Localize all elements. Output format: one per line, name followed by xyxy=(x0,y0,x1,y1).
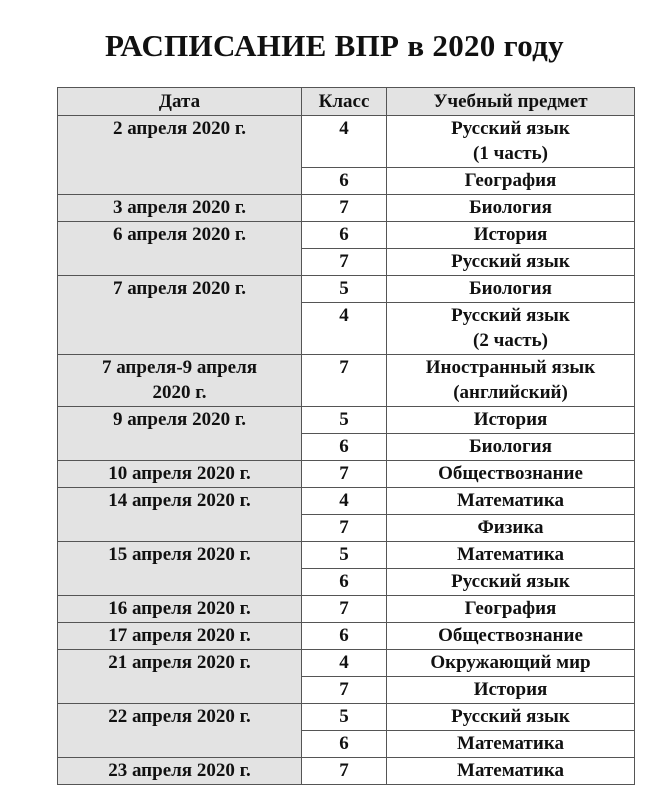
class-cell xyxy=(302,355,387,407)
subject-name: Обществознание xyxy=(438,463,583,484)
subject-name: Русский язык xyxy=(451,571,570,592)
table-row xyxy=(58,650,635,677)
date-cell xyxy=(58,596,302,623)
class-cell xyxy=(302,249,387,276)
class-cell xyxy=(302,650,387,677)
subject-cell xyxy=(387,355,635,407)
date-cell xyxy=(58,355,302,407)
class-number: 6 xyxy=(339,224,349,245)
class-number: 7 xyxy=(339,598,349,619)
subject-name: История xyxy=(473,409,548,430)
subject-name: Математика xyxy=(457,733,564,754)
class-number: 5 xyxy=(339,409,349,430)
table-row xyxy=(58,758,635,785)
schedule-body xyxy=(58,116,635,785)
class-number: 5 xyxy=(339,278,349,299)
class-cell xyxy=(302,461,387,488)
subject-name: Русский язык (2 часть) xyxy=(451,305,570,351)
class-cell xyxy=(302,596,387,623)
subject-cell xyxy=(387,677,635,704)
class-cell xyxy=(302,515,387,542)
schedule-table xyxy=(57,87,635,785)
subject-cell xyxy=(387,488,635,515)
date-text: 7 апреля 2020 г. xyxy=(112,278,247,299)
table-row xyxy=(58,704,635,731)
class-cell xyxy=(302,542,387,569)
subject-name: Русский язык xyxy=(451,251,570,272)
subject-name: География xyxy=(464,598,557,619)
subject-name: Математика xyxy=(457,490,564,511)
subject-name: География xyxy=(464,170,557,191)
subject-cell xyxy=(387,303,635,355)
subject-cell xyxy=(387,116,635,168)
subject-cell xyxy=(387,569,635,596)
subject-cell xyxy=(387,195,635,222)
class-number: 6 xyxy=(339,625,349,646)
class-number: 7 xyxy=(339,357,349,378)
date-text: 15 апреля 2020 г. xyxy=(108,544,251,565)
date-cell xyxy=(58,488,302,542)
subject-name: История xyxy=(473,224,548,245)
subject-cell xyxy=(387,276,635,303)
date-text: 17 апреля 2020 г. xyxy=(108,625,251,646)
table-row xyxy=(58,195,635,222)
class-cell xyxy=(302,116,387,168)
subject-name: Русский язык xyxy=(451,706,570,727)
date-text: 10 апреля 2020 г. xyxy=(108,463,251,484)
subject-name: Физика xyxy=(477,517,544,538)
table-row xyxy=(58,596,635,623)
date-text: 3 апреля 2020 г. xyxy=(112,197,247,218)
date-cell xyxy=(58,195,302,222)
date-cell xyxy=(58,623,302,650)
subject-name: Иностранный язык (английский) xyxy=(425,357,596,403)
class-number: 6 xyxy=(339,733,349,754)
subject-cell xyxy=(387,434,635,461)
class-cell xyxy=(302,407,387,434)
class-number: 5 xyxy=(339,544,349,565)
page-title: РАСПИСАНИЕ ВПР в 2020 году xyxy=(105,28,564,63)
class-number: 7 xyxy=(339,760,349,781)
subject-name: Математика xyxy=(457,760,564,781)
subject-cell xyxy=(387,731,635,758)
date-text: 21 апреля 2020 г. xyxy=(108,652,251,673)
subject-name: Математика xyxy=(457,544,564,565)
class-cell xyxy=(302,488,387,515)
subject-cell xyxy=(387,758,635,785)
date-cell xyxy=(58,758,302,785)
date-cell xyxy=(58,650,302,704)
class-number: 4 xyxy=(339,490,349,511)
subject-name: Биология xyxy=(469,436,552,457)
date-text: 22 апреля 2020 г. xyxy=(108,706,251,727)
header-class: Класс xyxy=(302,88,387,116)
class-number: 4 xyxy=(339,305,349,326)
date-text: 7 апреля-9 апреля 2020 г. xyxy=(101,357,258,403)
subject-cell xyxy=(387,515,635,542)
class-cell xyxy=(302,168,387,195)
subject-name: Русский язык (1 часть) xyxy=(451,118,570,164)
table-row xyxy=(58,355,635,407)
table-row xyxy=(58,488,635,515)
header-subject: Учебный предмет xyxy=(387,88,635,116)
table-row xyxy=(58,407,635,434)
date-cell xyxy=(58,116,302,195)
date-cell xyxy=(58,222,302,276)
subject-cell xyxy=(387,650,635,677)
subject-cell xyxy=(387,407,635,434)
date-cell xyxy=(58,461,302,488)
class-number: 5 xyxy=(339,706,349,727)
date-text: 6 апреля 2020 г. xyxy=(112,224,247,245)
subject-name: История xyxy=(473,679,548,700)
class-number: 7 xyxy=(339,463,349,484)
class-cell xyxy=(302,222,387,249)
date-text: 23 апреля 2020 г. xyxy=(108,760,251,781)
class-cell xyxy=(302,195,387,222)
class-number: 7 xyxy=(339,197,349,218)
class-number: 7 xyxy=(339,679,349,700)
class-cell xyxy=(302,569,387,596)
class-cell xyxy=(302,623,387,650)
class-cell xyxy=(302,276,387,303)
subject-cell xyxy=(387,704,635,731)
class-number: 6 xyxy=(339,436,349,457)
class-cell xyxy=(302,704,387,731)
subject-name: Биология xyxy=(469,197,552,218)
table-row xyxy=(58,542,635,569)
date-cell xyxy=(58,276,302,355)
subject-cell xyxy=(387,596,635,623)
subject-cell xyxy=(387,623,635,650)
date-cell xyxy=(58,407,302,461)
class-number: 6 xyxy=(339,170,349,191)
class-cell xyxy=(302,731,387,758)
class-number: 6 xyxy=(339,571,349,592)
subject-cell xyxy=(387,542,635,569)
subject-cell xyxy=(387,249,635,276)
subject-name: Обществознание xyxy=(438,625,583,646)
class-cell xyxy=(302,677,387,704)
subject-name: Биология xyxy=(469,278,552,299)
date-cell xyxy=(58,704,302,758)
subject-cell xyxy=(387,168,635,195)
class-cell xyxy=(302,303,387,355)
table-row xyxy=(58,623,635,650)
table-row xyxy=(58,222,635,249)
header-date: Дата xyxy=(58,88,302,116)
subject-cell xyxy=(387,461,635,488)
date-text: 9 апреля 2020 г. xyxy=(112,409,247,430)
table-row xyxy=(58,116,635,168)
class-number: 4 xyxy=(339,118,349,139)
class-cell xyxy=(302,434,387,461)
class-number: 7 xyxy=(339,517,349,538)
table-row xyxy=(58,461,635,488)
date-text: 16 апреля 2020 г. xyxy=(108,598,251,619)
date-cell xyxy=(58,542,302,596)
class-number: 4 xyxy=(339,652,349,673)
date-text: 2 апреля 2020 г. xyxy=(112,118,247,139)
subject-name: Окружающий мир xyxy=(430,652,591,673)
table-row xyxy=(58,276,635,303)
date-text: 14 апреля 2020 г. xyxy=(108,490,251,511)
header-row xyxy=(58,88,635,116)
class-number: 7 xyxy=(339,251,349,272)
class-cell xyxy=(302,758,387,785)
subject-cell xyxy=(387,222,635,249)
